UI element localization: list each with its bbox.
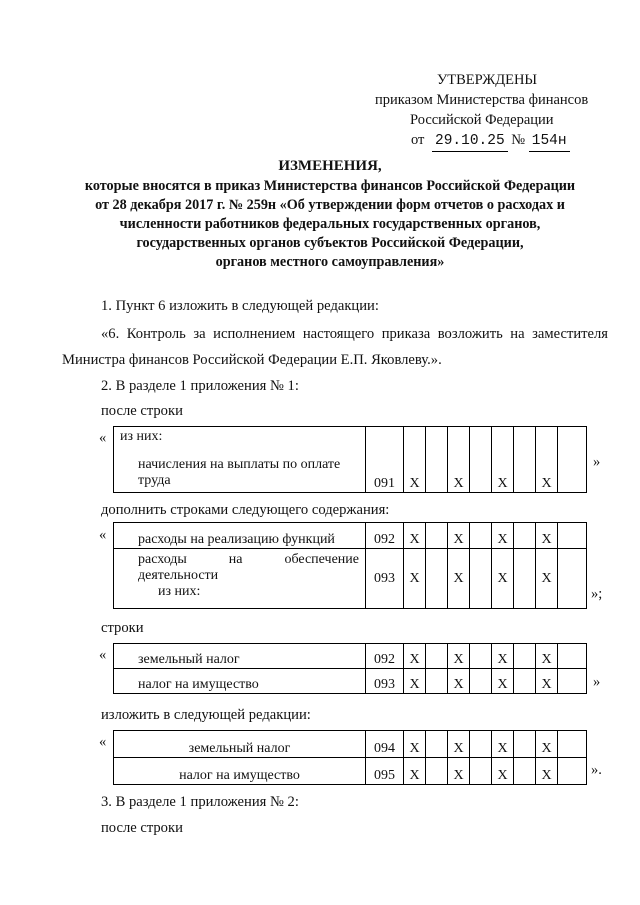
- item-3: 3. В разделе 1 приложения № 2:: [101, 794, 299, 810]
- restate-label: изложить в следующей редакции:: [101, 707, 311, 723]
- approval-number: 154н: [529, 131, 570, 152]
- rows-label: строки: [101, 620, 144, 636]
- row-label-line-1: расходы на обеспечение: [138, 552, 359, 567]
- x-mark: X: [404, 549, 426, 609]
- x-mark: X: [536, 758, 558, 785]
- x-mark: X: [404, 644, 426, 669]
- approved-by-order-line: приказом Министерства финансов: [375, 92, 589, 108]
- x-mark: X: [404, 669, 426, 694]
- open-quote: «: [99, 647, 107, 663]
- x-mark: X: [404, 427, 426, 493]
- x-mark: X: [448, 427, 470, 493]
- x-mark: X: [448, 523, 470, 549]
- x-mark: X: [448, 758, 470, 785]
- after-row-label: после строки: [101, 403, 183, 419]
- open-quote: «: [99, 430, 107, 446]
- row-label-top: из них:: [120, 429, 163, 444]
- after-row-label-2: после строки: [101, 820, 183, 836]
- row-label: расходы на реализацию функций: [114, 523, 366, 549]
- close-quote: »: [593, 454, 601, 470]
- x-mark: X: [492, 549, 514, 609]
- item-2: 2. В разделе 1 приложения № 1:: [101, 378, 299, 394]
- from-label: от: [411, 132, 425, 148]
- add-rows-label: дополнить строками следующего содержания:: [101, 502, 390, 518]
- title-line-2: от 28 декабря 2017 г. № 259н «Об утверждении форм отчетов о расходах и: [95, 197, 565, 213]
- approval-date: 29.10.25: [432, 131, 508, 152]
- x-mark: X: [404, 758, 426, 785]
- table-row: [114, 758, 587, 785]
- row-label-line-3: из них:: [158, 584, 201, 599]
- table-row: [114, 523, 587, 549]
- table-3: [113, 643, 587, 694]
- x-mark: X: [404, 731, 426, 758]
- table-row: [114, 427, 587, 493]
- x-mark: X: [492, 731, 514, 758]
- x-mark: X: [448, 731, 470, 758]
- row-code: 094: [366, 731, 404, 758]
- x-mark: X: [536, 549, 558, 609]
- table-1: [113, 426, 587, 493]
- title-line-3: численности работников федеральных государственных органов,: [119, 216, 541, 232]
- row-label: налог на имущество: [114, 758, 366, 785]
- x-mark: X: [492, 427, 514, 493]
- row-label-line-1: начисления на выплаты по оплате: [138, 457, 341, 472]
- open-quote: «: [99, 734, 107, 750]
- open-quote: «: [99, 527, 107, 543]
- table-row: [114, 549, 587, 609]
- x-mark: X: [536, 427, 558, 493]
- row-code: 093: [366, 549, 404, 609]
- row-label: земельный налог: [114, 731, 366, 758]
- x-mark: X: [536, 731, 558, 758]
- row-code: 092: [366, 523, 404, 549]
- x-mark: X: [448, 549, 470, 609]
- x-mark: X: [492, 523, 514, 549]
- title-line-5: органов местного самоуправления»: [215, 254, 445, 270]
- x-mark: X: [536, 644, 558, 669]
- table-row: [114, 644, 587, 669]
- title-line-1: которые вносятся в приказ Министерства финансов Российской Федерации: [84, 178, 576, 194]
- table-2: [113, 522, 587, 609]
- table-row: [114, 731, 587, 758]
- row-code: 091: [366, 427, 404, 493]
- item-1-quote-line-2: Министра финансов Российской Федерации Е.П. Яковлеву.».: [62, 352, 442, 368]
- x-mark: X: [448, 644, 470, 669]
- row-label-cell: [114, 549, 366, 609]
- table-4: [113, 730, 587, 785]
- x-mark: X: [536, 669, 558, 694]
- close-quote-period: ».: [591, 762, 602, 778]
- document-title: ИЗМЕНЕНИЯ,: [278, 158, 382, 174]
- item-1-quote-line-1: «6. Контроль за исполнением настоящего приказа возложить на заместителя: [101, 326, 608, 342]
- table-1-label-cell: [114, 427, 366, 493]
- x-mark: X: [404, 523, 426, 549]
- item-1: 1. Пункт 6 изложить в следующей редакции:: [101, 298, 379, 314]
- number-sign: №: [511, 132, 526, 148]
- approved-federation-line: Российской Федерации: [410, 112, 554, 128]
- approved-heading: УТВЕРЖДЕНЫ: [437, 72, 538, 88]
- close-quote-semicolon: »;: [591, 586, 603, 602]
- title-line-4: государственных органов субъектов Российской Федерации,: [136, 235, 524, 251]
- approval-date-line: [411, 130, 570, 152]
- x-mark: X: [448, 669, 470, 694]
- row-code: 092: [366, 644, 404, 669]
- x-mark: X: [492, 669, 514, 694]
- row-code: 093: [366, 669, 404, 694]
- row-label-line-2: деятельности: [138, 568, 219, 583]
- x-mark: X: [492, 644, 514, 669]
- row-label: налог на имущество: [114, 669, 366, 694]
- table-row: [114, 669, 587, 694]
- x-mark: X: [492, 758, 514, 785]
- x-mark: X: [536, 523, 558, 549]
- row-code: 095: [366, 758, 404, 785]
- row-label: земельный налог: [114, 644, 366, 669]
- close-quote: »: [593, 674, 601, 690]
- row-label-line-2: труда: [138, 473, 171, 488]
